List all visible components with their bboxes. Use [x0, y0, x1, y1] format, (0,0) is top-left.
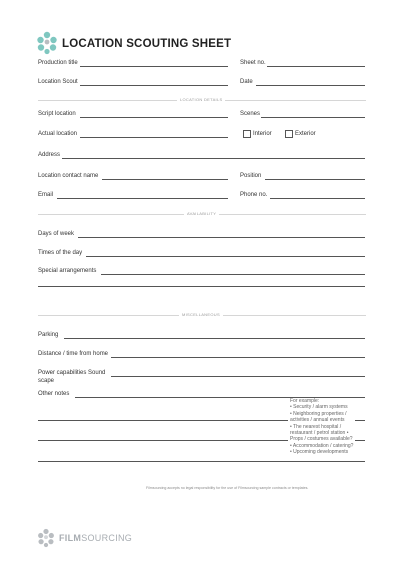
date-label: Date	[240, 79, 253, 85]
production-title-label: Production title	[38, 60, 78, 66]
notes-example-box	[288, 398, 355, 456]
power-capabilities-field[interactable]	[111, 376, 365, 377]
section-availability: AVAILABILITY	[184, 211, 219, 216]
script-location-label: Script location	[38, 111, 76, 117]
filmsourcing-logo-icon	[36, 31, 58, 55]
interior-checkbox[interactable]	[243, 130, 251, 138]
location-scout-field[interactable]	[80, 85, 228, 86]
sheet-no-label: Sheet no.	[240, 60, 266, 66]
days-of-week-field[interactable]	[78, 237, 365, 238]
email-field[interactable]	[57, 198, 228, 199]
times-of-day-field[interactable]	[86, 256, 365, 257]
notes-heading: For example:	[290, 398, 320, 404]
parking-field[interactable]	[64, 338, 365, 339]
position-label: Position	[240, 173, 262, 179]
special-arrangements-field[interactable]	[101, 274, 365, 275]
exterior-checkbox[interactable]	[285, 130, 293, 138]
notes-item: • Neighboring properties /	[290, 410, 347, 417]
notes-item: • The nearest hospital /	[290, 423, 342, 430]
notes-item: restaurant / petrol station •	[290, 430, 349, 437]
notes-item: activities / annual events	[290, 417, 345, 424]
production-title-field[interactable]	[80, 66, 228, 67]
location-contact-name-label: Location contact name	[38, 173, 99, 179]
distance-time-field[interactable]	[111, 357, 365, 358]
filmsourcing-footer-logo-icon	[37, 528, 55, 548]
times-of-day-label: Times of the day	[38, 250, 83, 256]
distance-time-label: Distance / time from home	[38, 351, 109, 357]
special-arrangements-label: Special arrangements	[38, 268, 97, 274]
address-field[interactable]	[62, 158, 365, 159]
notes-item: • Upcoming developments	[290, 449, 349, 456]
section-miscellaneous: MISCELLANEOUS	[179, 312, 223, 317]
notes-item: Props / costumes available?	[290, 436, 353, 443]
section-location-details: LOCATION DETAILS	[177, 97, 225, 102]
location-scout-label: Location Scout	[38, 79, 78, 85]
footer-brand	[59, 533, 132, 543]
other-notes-label: Other notes	[38, 391, 70, 397]
notes-item: • Security / alarm systems	[290, 404, 348, 411]
sheet-no-field[interactable]	[267, 66, 365, 67]
exterior-label: Exterior	[295, 131, 316, 137]
legal-disclaimer: Filmsourcing accepts no legal responsibility for the use of Filmsourcing sample contracts or templates.	[146, 486, 309, 490]
other-notes-line[interactable]	[38, 461, 365, 462]
actual-location-field[interactable]	[80, 137, 228, 138]
script-location-field[interactable]	[80, 117, 228, 118]
sound-scape-label: scape	[38, 378, 55, 384]
phone-no-label: Phone no.	[240, 192, 268, 198]
page-title: LOCATION SCOUTING SHEET	[62, 38, 232, 50]
interior-label: Interior	[253, 131, 272, 137]
scenes-field[interactable]	[261, 117, 365, 118]
actual-location-label: Actual location	[38, 131, 78, 137]
brand-rest: SOURCING	[81, 533, 133, 543]
position-field[interactable]	[265, 179, 365, 180]
days-of-week-label: Days of week	[38, 231, 75, 237]
address-label: Address	[38, 152, 61, 158]
location-contact-name-field[interactable]	[102, 179, 228, 180]
email-label: Email	[38, 192, 54, 198]
power-capabilities-label: Power capabilities Sound	[38, 370, 106, 376]
scenes-label: Scenes	[240, 111, 261, 117]
special-arrangements-extra-line[interactable]	[38, 286, 365, 287]
brand-bold: FILM	[59, 533, 82, 543]
notes-item: • Accommodation / catering?	[290, 442, 354, 449]
parking-label: Parking	[38, 332, 59, 338]
date-field[interactable]	[256, 85, 365, 86]
phone-no-field[interactable]	[270, 198, 365, 199]
